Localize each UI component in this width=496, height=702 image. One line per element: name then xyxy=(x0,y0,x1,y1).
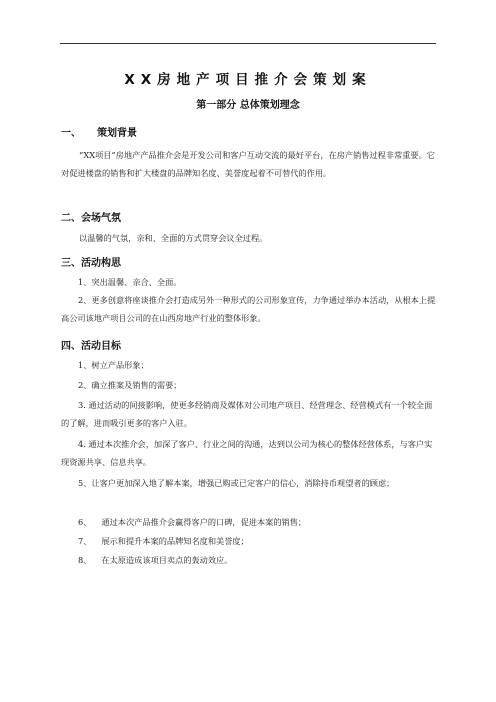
section-heading-atmosphere: 二、会场气氛 xyxy=(61,213,121,224)
list-item-number: 7、 xyxy=(78,536,92,546)
section-heading-label: 策划背景 xyxy=(97,128,137,139)
section-heading-background xyxy=(61,124,137,139)
list-item xyxy=(78,551,438,569)
list-item-number: 8、 xyxy=(78,555,92,565)
list-item: 5、让客户更加深入地了解本案，增强已购或已定客户的信心，消除持币观望者的顾虑； xyxy=(78,478,395,488)
section-heading-goals: 四、活动目标 xyxy=(61,341,121,352)
list-item: 2、更多创意将座谈推介会打造成另外一种形式的公司形象宣传，力争通过举办本活动，从根本上提高公司该地产项目公司的在山西房地产行业的整体形象。 xyxy=(61,295,436,323)
list-item-text: 通过本次产品推介会赢得客户的口碑，促进本案的销售； xyxy=(101,517,307,527)
section-heading-number: 一、 xyxy=(61,128,81,139)
header-rule xyxy=(60,43,436,44)
list-item: 1、突出温馨、亲合、全面。 xyxy=(78,277,182,287)
atmosphere-paragraph: 以温馨的气氛，亲和、全面的方式贯穿会议全过程。 xyxy=(79,233,268,243)
list-item: 1、树立产品形象； xyxy=(78,360,149,370)
background-paragraph: “XX项目”房地产产品推介会是开发公司和客户互动交流的最好平台，在房产销售过程非常重要。它对促进楼盘的销售和扩大楼盘的品牌知名度、美誉度起着不可替代的作用。 xyxy=(61,150,435,178)
list-item: 2、确立推案及销售的需要； xyxy=(78,380,182,390)
section-heading-concept: 三、活动构思 xyxy=(61,258,121,269)
list-item-text: 展示和提升本案的品牌知名度和美誉度； xyxy=(101,536,249,546)
document-title: XX房地产项目推介会策划案 xyxy=(124,72,372,88)
list-item xyxy=(78,532,438,550)
list-item-number: 6、 xyxy=(78,517,92,527)
list-item: 3. 通过活动的间接影响，使更多经销商及媒体对公司地产项目、经营理念、经营模式有一个较全面的了解，进而吸引更多的客户入驻。 xyxy=(61,400,433,428)
list-item xyxy=(78,513,438,531)
list-item: 4. 通过本次推介会，加深了客户、行业之间的沟通，达到以公司为核心的整体经营体系，与客户实现资源共享、信息共享。 xyxy=(61,439,433,467)
list-item-text: 在太原造成该项目卖点的轰动效应。 xyxy=(101,555,233,565)
document-subtitle: 第一部分 总体策划理念 xyxy=(196,100,300,111)
